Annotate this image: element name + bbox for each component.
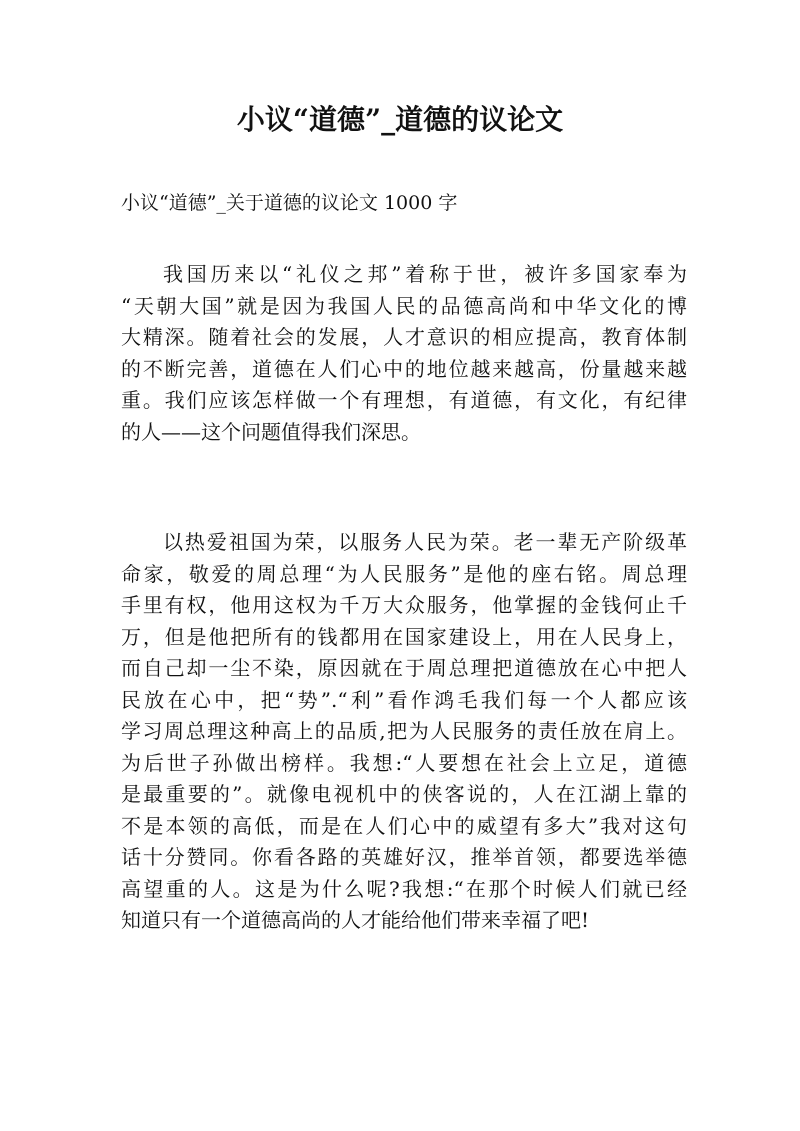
paragraph-1 [121,259,687,448]
paragraph-line: 我国历来以“礼仪之邦”着称于世，被许多国家奉为 [163,262,687,286]
paragraph-line: 大精深。随着社会的发展，人才意识的相应提高，教育体制 [121,325,687,349]
paragraph-line: 话十分赞同。你看各路的英雄好汉，推举首领，都要选举德 [121,845,687,869]
paragraph-line: “天朝大国”就是因为我国人民的品德高尚和中华文化的博 [121,293,687,318]
paragraph-line: 万，但是他把所有的钱都用在国家建设上，用在人民身上， [121,624,687,649]
page-title: 小议“道德”_道德的议论文 [236,103,564,136]
paragraph-line: 民放在心中，把“势”.“利”看作鸿毛我们每一个人都应该 [121,687,687,712]
paragraph-line: 不是本领的高低，而是在人们心中的威望有多大”我对这句 [121,813,687,838]
paragraph-line: 手里有权，他用这权为千万大众服务，他掌握的金钱何止千 [121,593,687,617]
paragraph-line: 命家，敬爱的周总理“为人民服务”是他的座右铭。周总理 [121,561,687,586]
paragraph-line: 而自己却一尘不染，原因就在于周总理把道德放在心中把人 [121,656,687,680]
paragraph-line: 知道只有一个道德高尚的人才能给他们带来幸福了吧! [121,908,590,932]
paragraph-line: 学习周总理这种高上的品质,把为人民服务的责任放在肩上。 [121,719,687,743]
paragraph-line: 高望重的人。这是为什么呢?我想:“在那个时候人们就已经 [121,876,687,901]
paragraph-line: 重。我们应该怎样做一个有理想，有道德，有文化，有纪律 [121,388,687,412]
document-subtitle: 小议“道德”_关于道德的议论文 1000 字 [121,192,458,214]
paragraph-line: 的人——这个问题值得我们深思。 [121,419,421,444]
paragraph-line: 以热爱祖国为荣，以服务人民为荣。老一辈无产阶级革 [163,530,687,554]
paragraph-line: 是最重要的”。就像电视机中的侠客说的，人在江湖上靠的 [121,782,687,806]
paragraph-line: 为后世子孙做出榜样。我想:“人要想在社会上立足，道德 [121,750,687,775]
paragraph-line: 的不断完善，道德在人们心中的地位越来越高，份量越来越 [121,356,687,381]
paragraph-2 [121,527,687,937]
